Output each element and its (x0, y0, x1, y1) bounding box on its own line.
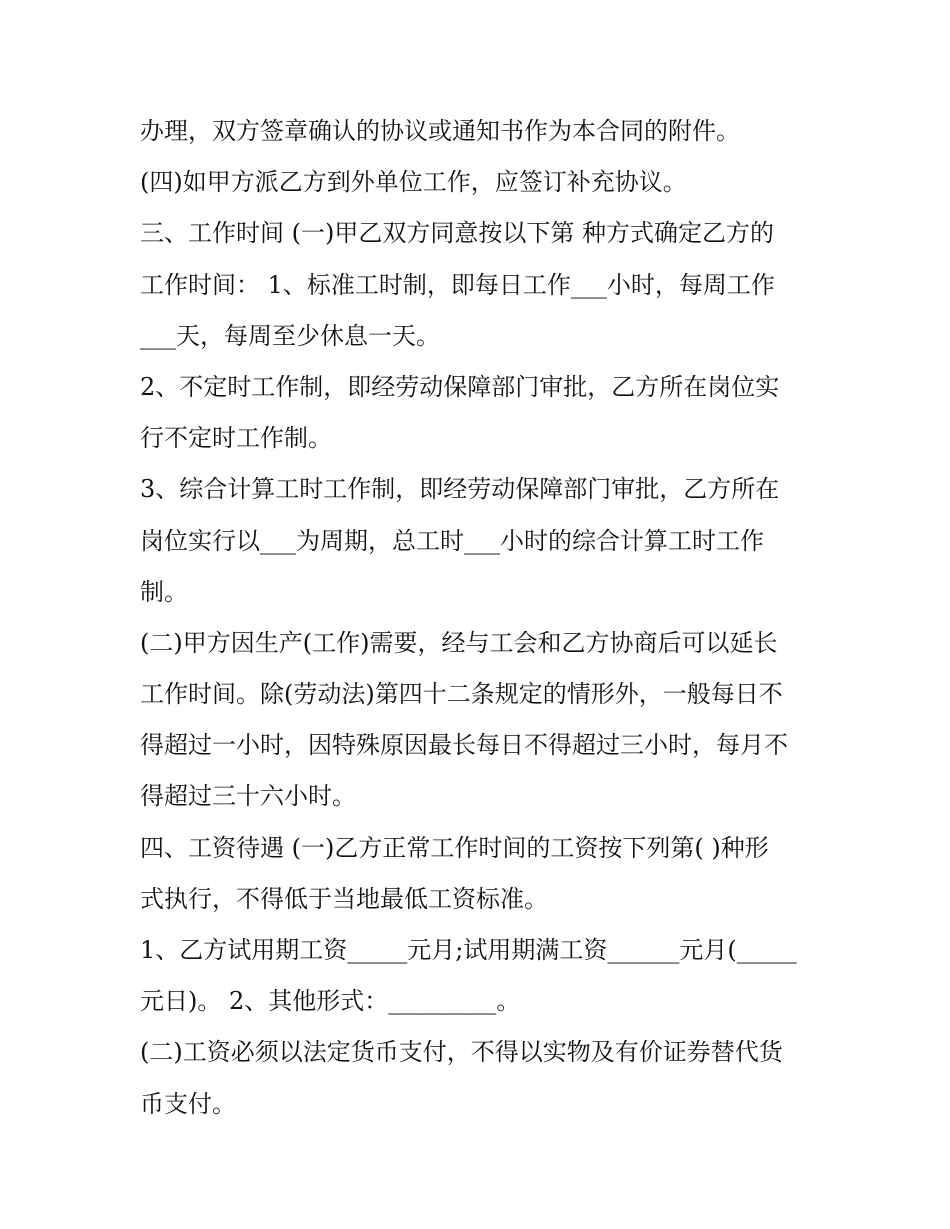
text-line: 办理，双方签章确认的协议或通知书作为本合同的附件。 (140, 117, 740, 145)
text-line: 岗位实行以___为周期，总工时___小时的综合计算工时工作 (140, 526, 764, 555)
text-line: 得超过一小时，因特殊原因最长每日不得超过三小时，每月不 (140, 731, 788, 760)
text-line: 式执行，不得低于当地最低工资标准。 (140, 884, 548, 913)
text-line: 三、工作时间 (一)甲乙双方同意按以下第 种方式确定乙方的 (140, 219, 774, 248)
text-line: 3、综合计算工时工作制，即经劳动保障部门审批，乙方所在 (140, 475, 780, 504)
contract-text-body (140, 106, 820, 1130)
text-line: ___天，每周至少休息一天。 (140, 321, 440, 350)
text-line: (二)甲方因生产(工作)需要，经与工会和乙方协商后可以延长 (140, 628, 778, 657)
text-line: 行不定时工作制。 (140, 424, 332, 453)
text-line: (二)工资必须以法定货币支付，不得以实物及有价证券替代货 (140, 1038, 783, 1067)
text-line: 工作时间： 1、标准工时制，即每日工作___小时，每周工作 (140, 270, 775, 299)
text-line: 1、乙方试用期工资_____元月;试用期满工资______元月(_____ (140, 936, 797, 964)
text-line: 得超过三十六小时。 (140, 782, 356, 811)
text-line: 元日)。 2、其他形式：_________。 (140, 987, 521, 1016)
text-line: 币支付。 (140, 1089, 236, 1118)
text-line: 2、不定时工作制，即经劳动保障部门审批，乙方所在岗位实 (140, 372, 780, 401)
text-line: (四)如甲方派乙方到外单位工作，应签订补充协议。 (140, 168, 687, 197)
text-line: 制。 (140, 577, 188, 606)
text-line: 四、工资待遇 (一)乙方正常工作时间的工资按下列第( )种形 (140, 833, 769, 862)
text-line: 工作时间。除(劳动法)第四十二条规定的情形外，一般每日不 (140, 680, 783, 709)
